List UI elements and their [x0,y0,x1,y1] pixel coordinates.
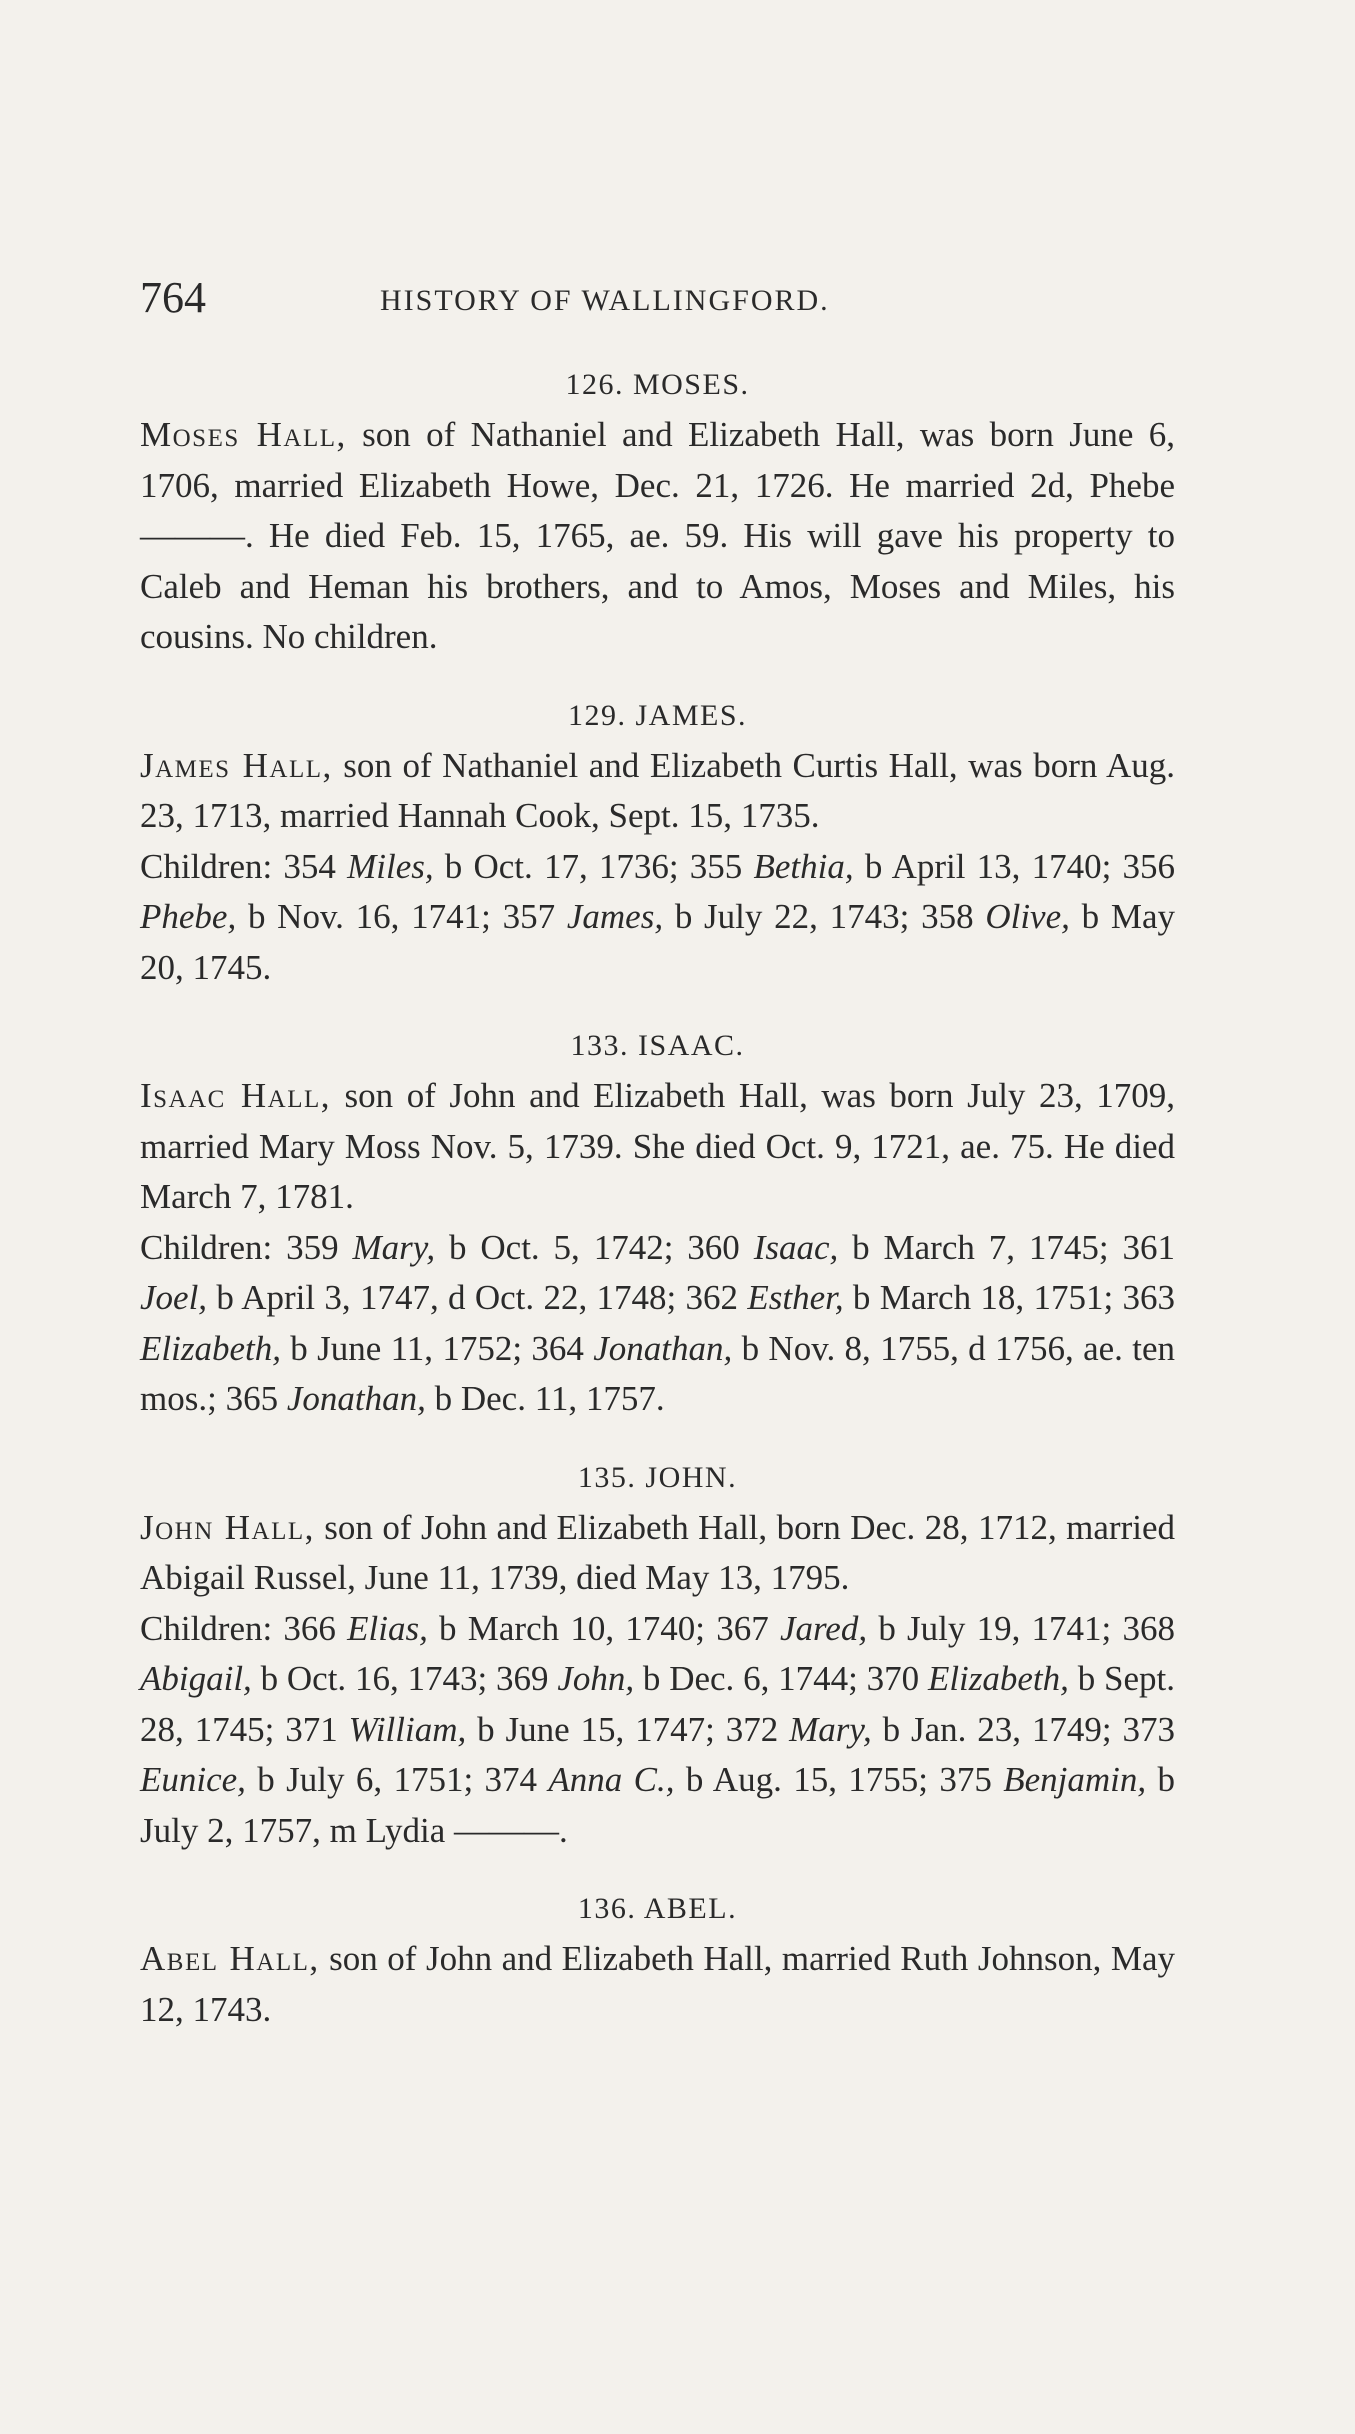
child-name: Anna C., [548,1760,675,1799]
entry-section [140,691,1175,1022]
children-text: b March 7, 1745; 361 [838,1227,1175,1267]
entry-text: son of John and Elizabeth Hall, married Ruth Johnson, May 12, 1743. [140,1939,1175,2029]
children-text: b March 10, 1740; 367 [427,1608,780,1648]
children-text: b July 22, 1743; 358 [663,897,986,936]
entry-heading: 133. ISAAC. [570,1029,745,1062]
children-text: Children: 354 [140,846,348,886]
section-gap [140,1856,1175,1884]
child-name: Phebe, [140,897,237,936]
children-text: b Dec. 6, 1744; 370 [634,1659,928,1698]
page-number: 764 [140,273,206,322]
entry-paragraph [140,410,1175,663]
children-list [140,1604,1175,1857]
entry-text: son of John and Elizabeth Hall, was born July 23, 1709, married Mary Moss Nov. 5, 1739. She died Oct. 9, 1721, ae. 75. He died March 7, 1781. [140,1076,1176,1216]
children-text: b July 6, 1751; 374 [245,1760,549,1799]
entry-text: son of John and Elizabeth Hall, born Dec. 28, 1712, married Abigail Russel, June 11, 1739, died May 13, 1795. [140,1507,1175,1597]
children-text: Children: 359 [140,1227,353,1267]
entry-name: John Hall, [140,1507,315,1547]
entry-paragraph [140,1503,1175,1604]
child-name: Esther, [747,1278,844,1317]
entry-text: son of Nathaniel and Elizabeth Hall, was born June 6, 1706, married Elizabeth Howe, Dec. 21, 1726. He married 2d, Phebe ———. He died Feb. 15, 1765, ae. 59. His will gave his property to Caleb and Heman his brothers, and to Amos, Moses and Miles, his cousins. No children. [140,415,1175,656]
children-text: b Aug. 15, 1755; 375 [674,1760,1004,1799]
children-text: b July 19, 1741; 368 [867,1608,1175,1648]
children-text: b Nov. 8, 1755, d 1756, ae. ten mos.; 365 [140,1328,1175,1418]
child-name: Miles, [347,846,434,886]
child-name: Mary, [352,1227,436,1267]
entry-paragraph [140,1071,1175,1223]
child-name: James, [566,897,664,936]
child-name: Abigail, [140,1659,252,1698]
children-list [140,1223,1175,1425]
child-name: Jared, [779,1608,868,1648]
children-text: b Sept. 28, 1745; 371 [140,1659,1175,1749]
running-title: HISTORY OF WALLINGFORD. [380,284,830,317]
entry-paragraph [140,1934,1175,2035]
child-name: Joel, [140,1278,208,1317]
child-name: Bethia, [753,846,854,886]
children-text: b June 15, 1747; 372 [466,1709,790,1749]
children-text: b Oct. 17, 1736; 355 [433,846,754,886]
child-name: Elias, [347,1608,428,1648]
child-name: Elizabeth, [927,1659,1069,1698]
children-text: b April 3, 1747, d Oct. 22, 1748; 362 [207,1278,748,1317]
section-gap [140,993,1175,1021]
children-text: b June 11, 1752; 364 [280,1328,594,1368]
child-name: Benjamin, [1003,1760,1147,1799]
children-text: b Oct. 5, 1742; 360 [435,1227,754,1267]
children-text: b May 20, 1745. [140,897,1176,987]
child-name: Mary, [789,1709,872,1749]
child-name: Jonathan, [286,1379,426,1418]
child-name: Isaac, [753,1227,839,1267]
entry-name: Abel Hall, [140,1939,320,1978]
child-name: Eunice, [140,1760,246,1799]
entry-heading: 136. ABEL. [577,1892,738,1925]
children-text: b Jan. 23, 1749; 373 [871,1709,1175,1749]
entry-heading: 126. MOSES. [565,368,750,401]
section-gap [140,1425,1175,1453]
entry-heading: 135. JOHN. [577,1460,738,1494]
entry-section [140,1021,1175,1453]
entry-section [140,360,1175,691]
entry-heading: 129. JAMES. [567,698,748,732]
section-gap [140,663,1175,691]
entry-paragraph [140,741,1175,842]
entry-name: Isaac Hall, [140,1076,332,1115]
children-text: b March 18, 1751; 363 [843,1278,1175,1317]
entry-name: James Hall, [140,745,333,785]
children-text: b July 2, 1757, m Lydia ———. [140,1760,1175,1850]
children-text: b Nov. 16, 1741; 357 [236,897,567,936]
children-text: b April 13, 1740; 356 [853,846,1175,886]
entry-section [140,1453,1175,1885]
children-text: Children: 366 [140,1608,348,1648]
children-list [140,842,1175,994]
entry-section [140,1884,1175,2035]
child-name: John, [557,1659,635,1698]
running-head [140,272,1220,332]
child-name: Elizabeth, [140,1328,281,1368]
children-text: b Oct. 16, 1743; 369 [251,1659,558,1698]
entry-text: son of Nathaniel and Elizabeth Curtis Hall, was born Aug. 23, 1713, married Hannah Cook, Sept. 15, 1735. [140,745,1175,835]
children-text: b Dec. 11, 1757. [425,1379,665,1418]
entry-name: Moses Hall, [140,415,347,454]
child-name: Olive, [985,897,1070,936]
body-text [140,360,1175,2035]
child-name: Jonathan, [593,1328,733,1368]
child-name: William, [348,1709,467,1749]
